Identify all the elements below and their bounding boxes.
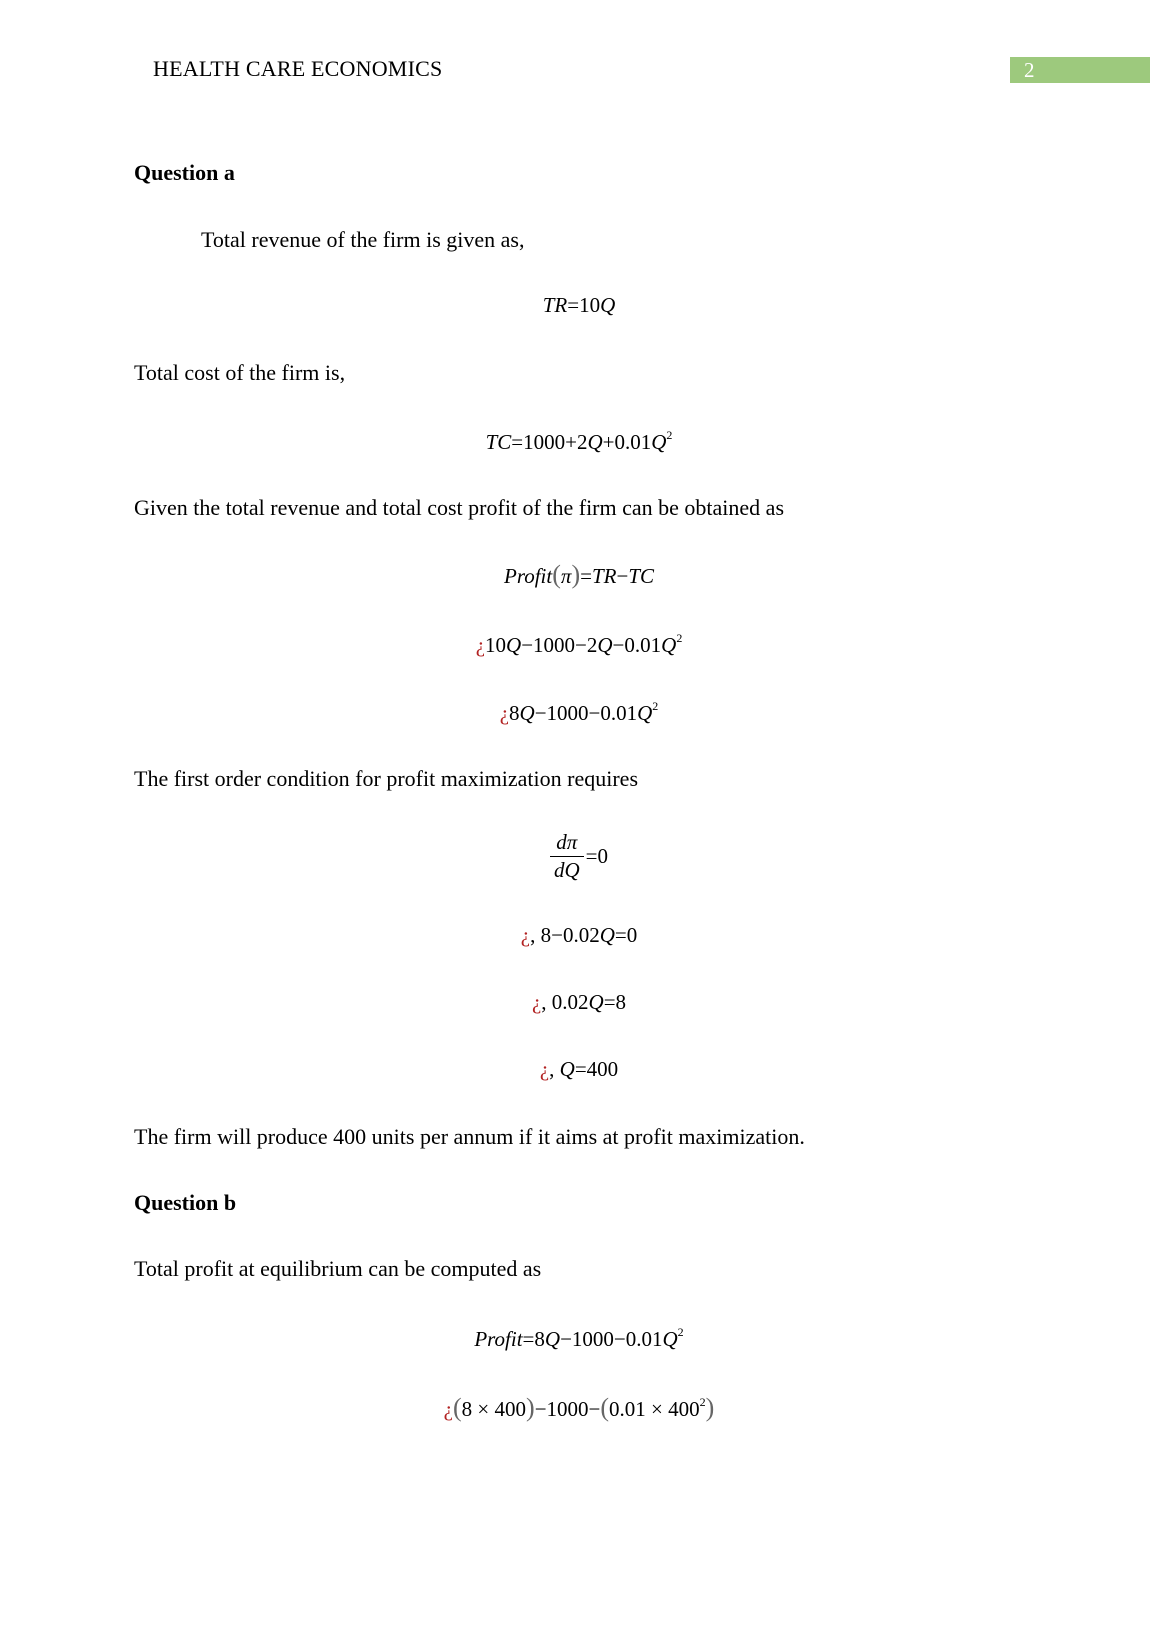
equation-profit-function: $Profit=8Q-1000-0.01Q^2$ (474, 1325, 684, 1351)
running-header: HEALTH CARE ECONOMICS (153, 56, 443, 81)
equation-foc-step-2: ¿, 0.02Q=8 (531, 990, 627, 1014)
paragraph-foc: The first order condition for profit maximization requires (134, 766, 639, 791)
paragraph-total-revenue: Total revenue of the firm is given as, (201, 227, 525, 252)
paragraph-total-cost: Total cost of the firm is, (134, 360, 346, 385)
equation-profit-definition: Profit(π)=TR−TC (504, 560, 654, 589)
equation-foc-step-1: ¿, 8−0.02Q=0 (520, 923, 638, 947)
equation-profit-step-2: ¿$8Q-1000-0.01Q^2$ (499, 699, 659, 725)
fraction-dpi-dq: $\frac{d\pi}{dQ}$ (550, 829, 584, 884)
paragraph-profit-intro: Given the total revenue and total cost profit of the firm can be obtained as (134, 495, 784, 520)
page-number-badge: 2 (1010, 57, 1150, 83)
paragraph-total-profit: Total profit at equilibrium can be computed as (134, 1256, 542, 1281)
equation-foc-derivative: $\frac{d\pi}{dQ}$ =0 (0, 829, 1158, 884)
paragraph-production-conclusion: The firm will produce 400 units per annum if it aims at profit maximization. (134, 1124, 805, 1149)
equation-profit-step-1: ¿$10Q-1000-2Q-0.01Q^2$ (475, 631, 683, 657)
heading-question-b: Question b (134, 1190, 237, 1215)
equation-tr: TR=10Q (542, 293, 616, 317)
equation-foc-step-3: ¿, Q=400 (539, 1057, 619, 1081)
heading-question-a: Question a (134, 160, 235, 185)
equation-profit-calculation: ¿$(8 \times 400)-1000-(0.01 \times 400^2)$ (443, 1393, 715, 1422)
equation-tc: $TC=1000+2Q+0.01Q^2$ (485, 428, 673, 454)
